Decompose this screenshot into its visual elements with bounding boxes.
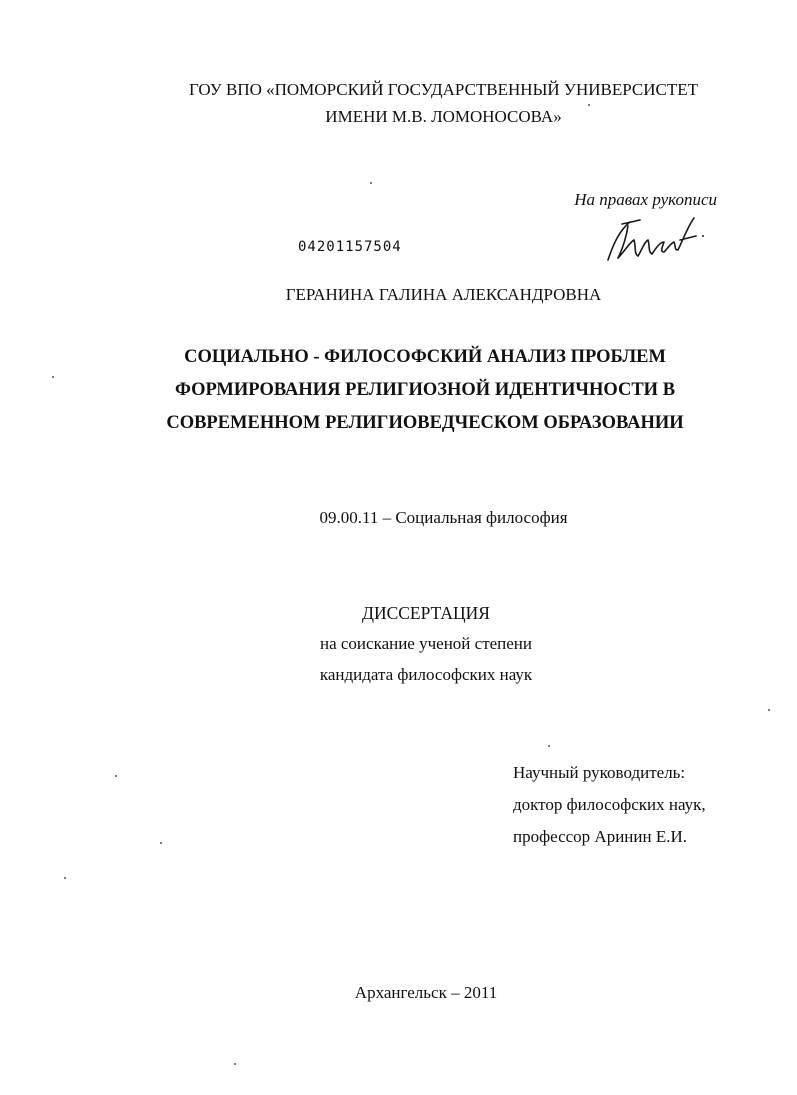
scan-speck	[768, 709, 770, 711]
specialty-code: 09.00.11 – Социальная философия	[319, 508, 568, 527]
document-code: 04201157504	[298, 239, 402, 255]
dissertation-title-line-3: СОВРЕМЕННОМ РЕЛИГИОВЕДЧЕСКОМ ОБРАЗОВАНИИ	[166, 413, 684, 433]
scan-speck	[588, 104, 590, 106]
advisor-label: Научный руководитель:	[513, 763, 686, 782]
institution-line-1: ГОУ ВПО «ПОМОРСКИЙ ГОСУДАРСТВЕННЫЙ УНИВЕРСИСТЕТ	[188, 80, 699, 99]
scan-speck	[160, 842, 162, 844]
scan-speck	[52, 376, 54, 378]
scan-speck	[370, 182, 372, 184]
scan-speck	[548, 745, 550, 747]
dissertation-title-line-1: СОЦИАЛЬНО - ФИЛОСОФСКИЙ АНАЛИЗ ПРОБЛЕМ	[184, 347, 666, 367]
institution-line-2: ИМЕНИ М.В. ЛОМОНОСОВА»	[325, 107, 562, 126]
author-signature	[600, 212, 710, 267]
manuscript-note: На правах рукописи	[574, 190, 717, 209]
advisor-degree: доктор философских наук,	[513, 795, 706, 814]
advisor-name: профессор Аринин Е.И.	[513, 827, 688, 846]
author-name: ГЕРАНИНА ГАЛИНА АЛЕКСАНДРОВНА	[285, 285, 602, 304]
scan-speck	[115, 775, 117, 777]
degree-line-2: кандидата философских наук	[319, 665, 533, 684]
dissertation-heading: ДИССЕРТАЦИЯ	[362, 603, 490, 623]
city-year: Архангельск – 2011	[354, 983, 498, 1002]
degree-line-1: на соискание ученой степени	[319, 634, 533, 653]
scan-speck	[64, 877, 66, 879]
scan-speck	[234, 1063, 236, 1065]
dissertation-title-line-2: ФОРМИРОВАНИЯ РЕЛИГИОЗНОЙ ИДЕНТИЧНОСТИ В	[174, 380, 676, 400]
